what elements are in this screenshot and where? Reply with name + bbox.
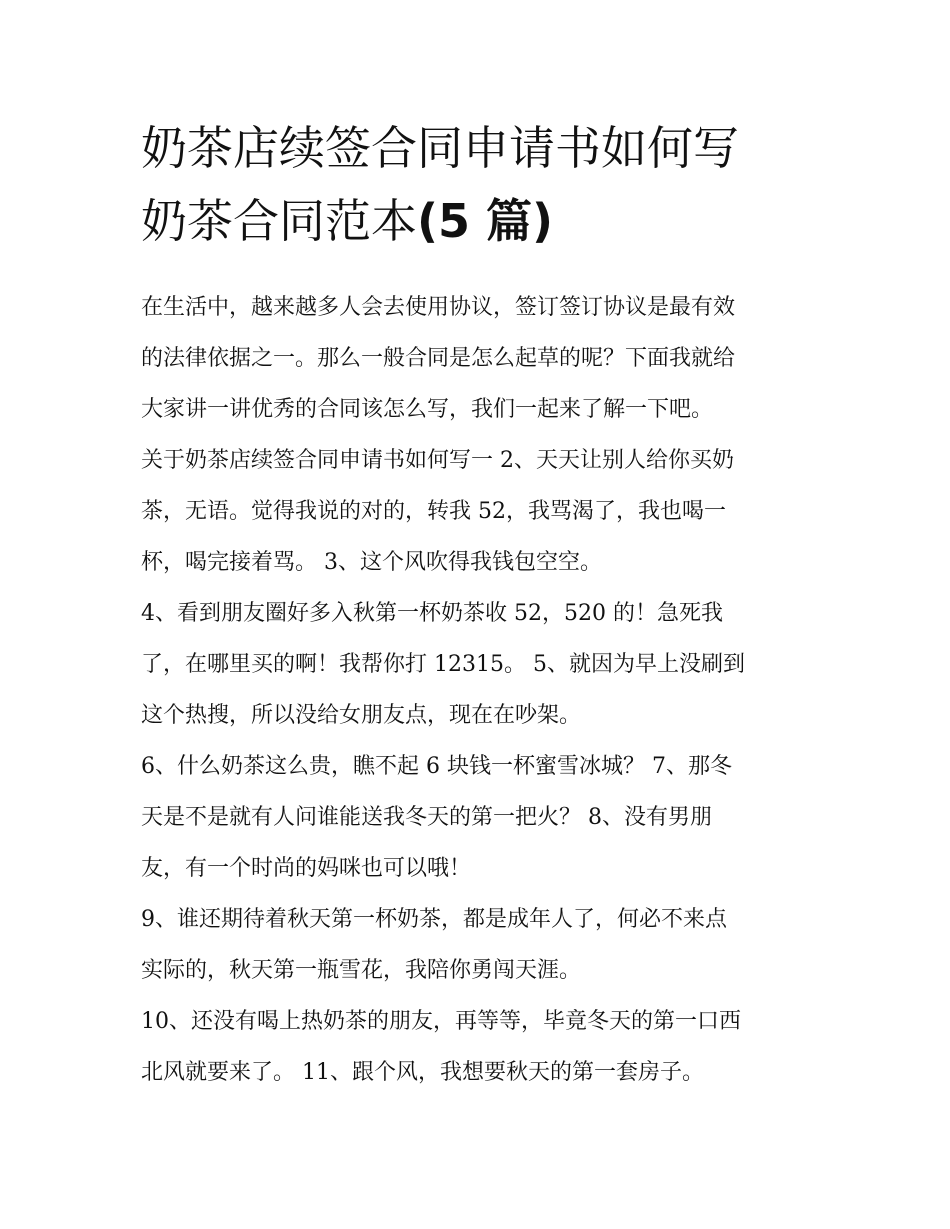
title-line-2 [141, 185, 831, 258]
document-title [141, 112, 831, 258]
title-line-2-text: 奶茶合同范本 [141, 194, 417, 248]
body-line: 实际的，秋天第一瓶雪花，我陪你勇闯天涯。 [141, 958, 582, 983]
body-line: 4、看到朋友圈好多入秋第一杯奶茶收 52，520 的！急死我 [141, 601, 723, 626]
title-line-1: 奶茶店续签合同申请书如何写 [141, 121, 739, 175]
body-line: 这个热搜，所以没给女朋友点，现在在吵架。 [141, 703, 582, 728]
title-count: (5 篇) [417, 194, 554, 248]
body-line: 大家讲一讲优秀的合同该怎么写，我们一起来了解一下吧。 [141, 397, 714, 422]
body-line: 友，有一个时尚的妈咪也可以哦！ [141, 856, 472, 881]
body-line: 杯，喝完接着骂。 3、这个风吹得我钱包空空。 [141, 550, 602, 575]
body-line: 了，在哪里买的啊！我帮你打 12315。 5、就因为早上没刷到 [141, 652, 745, 677]
document-body [141, 282, 821, 1098]
body-line: 在生活中，越来越多人会去使用协议，签订签订协议是最有效 [141, 295, 736, 320]
body-line: 茶，无语。觉得我说的对的，转我 52，我骂渴了，我也喝一 [141, 499, 726, 524]
body-line: 9、谁还期待着秋天第一杯奶茶，都是成年人了，何必不来点 [141, 907, 727, 932]
body-line: 关于奶茶店续签合同申请书如何写一 2、天天让别人给你买奶 [141, 448, 734, 473]
body-line: 6、什么奶茶这么贵，瞧不起 6 块钱一杯蜜雪冰城？ 7、那冬 [141, 754, 732, 779]
body-line: 10、还没有喝上热奶茶的朋友，再等等，毕竟冬天的第一口西 [141, 1009, 741, 1034]
body-line: 的法律依据之一。那么一般合同是怎么起草的呢？下面我就给 [141, 346, 736, 371]
body-line: 天是不是就有人问谁能送我冬天的第一把火？ 8、没有男朋 [141, 805, 712, 830]
body-line: 北风就要来了。 11、跟个风，我想要秋天的第一套房子。 [141, 1060, 704, 1085]
